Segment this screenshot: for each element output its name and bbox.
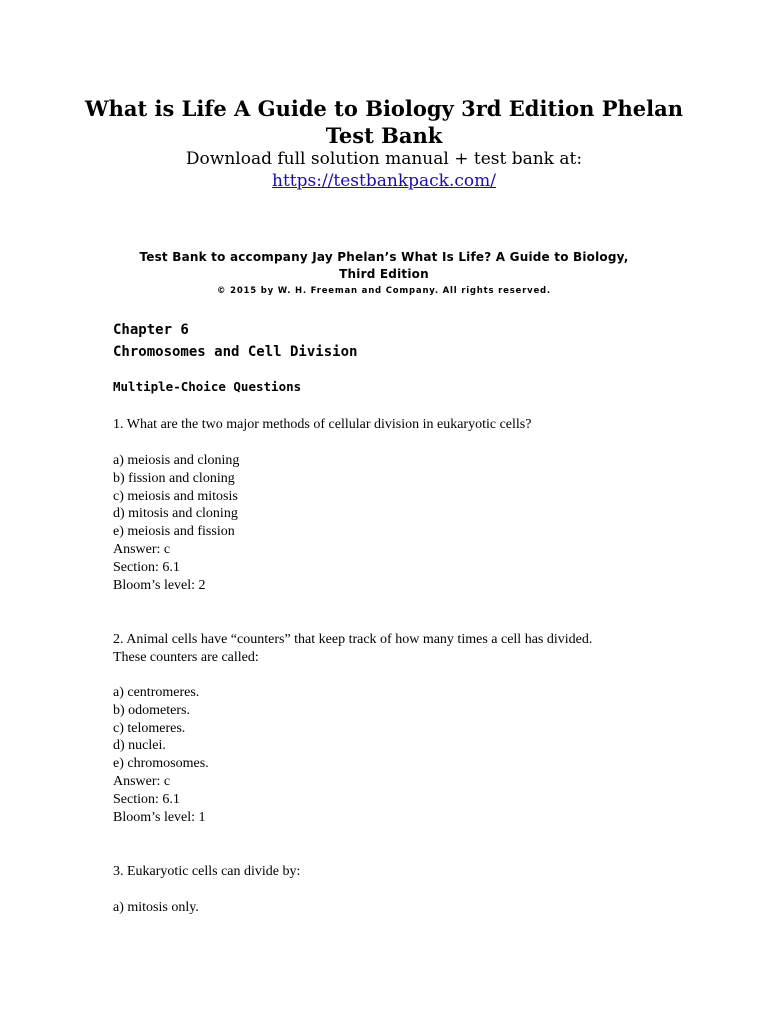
testbank-heading — [100, 249, 668, 283]
option: a) mitosis only. — [113, 900, 199, 915]
question-2 — [113, 631, 673, 667]
chapter-heading — [113, 319, 357, 363]
answer: Answer: c — [113, 773, 171, 789]
option: b) fission and cloning — [113, 470, 235, 486]
chapter-title: Chromosomes and Cell Division — [113, 344, 358, 360]
option: a) centromeres. — [113, 685, 200, 700]
question-3 — [113, 863, 673, 881]
question-1 — [113, 416, 673, 434]
option: b) odometers. — [113, 702, 190, 718]
option: d) mitosis and cloning — [113, 506, 238, 522]
option: d) nuclei. — [113, 738, 166, 754]
option: c) telomeres. — [113, 720, 186, 736]
blooms-level: Bloom’s level: 1 — [113, 809, 206, 825]
blooms-level: Bloom’s level: 2 — [113, 577, 206, 593]
question-3-options — [113, 899, 673, 917]
testbank-heading-line-1: Test Bank to accompany Jay Phelan’s What Is Life? A Guide to Biology, — [139, 250, 629, 264]
download-link[interactable]: https://testbankpack.com/ — [272, 171, 496, 191]
option: e) meiosis and fission — [113, 524, 235, 540]
answer: Answer: c — [113, 541, 171, 557]
title-line-1: What is Life A Guide to Biology 3rd Edition Phelan — [85, 96, 683, 121]
question-text: 1. What are the two major methods of cellular division in eukaryotic cells? — [113, 417, 532, 432]
title-line-2: Test Bank — [325, 123, 443, 148]
question-2-options — [113, 684, 673, 826]
download-link-row — [60, 170, 708, 192]
question-text: 3. Eukaryotic cells can divide by: — [113, 864, 301, 879]
testbank-heading-line-2: Third Edition — [339, 267, 429, 281]
question-text-line-1: 2. Animal cells have “counters” that keep track of how many times a cell has divided. — [113, 632, 593, 647]
download-text: Download full solution manual + test bank at: — [185, 149, 583, 169]
document-title — [60, 95, 708, 149]
option: c) meiosis and mitosis — [113, 488, 238, 504]
option: a) meiosis and cloning — [113, 453, 240, 468]
question-1-options — [113, 452, 673, 594]
copyright-notice: © 2015 by W. H. Freeman and Company. All rights reserved. — [217, 286, 551, 296]
section-ref: Section: 6.1 — [113, 791, 180, 807]
section-ref: Section: 6.1 — [113, 559, 180, 575]
option: e) chromosomes. — [113, 756, 209, 772]
section-heading: Multiple-Choice Questions — [113, 379, 302, 394]
chapter-number: Chapter 6 — [113, 322, 189, 338]
question-text-line-2: These counters are called: — [113, 649, 259, 665]
